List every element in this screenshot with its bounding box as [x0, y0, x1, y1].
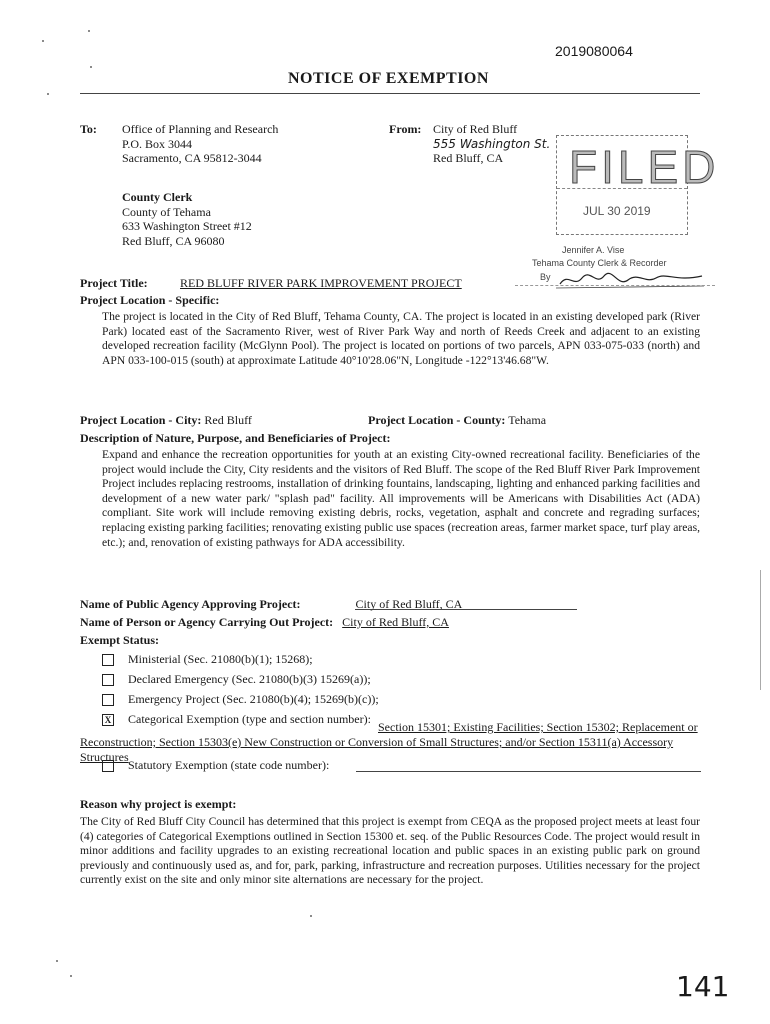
scan-speck	[56, 960, 58, 962]
exempt-checkbox[interactable]	[102, 654, 114, 666]
location-city-value: Red Bluff	[204, 413, 252, 427]
exempt-status-label: Exempt Status:	[80, 633, 160, 647]
exempt-checkbox-checked[interactable]: X	[102, 714, 114, 726]
location-county	[368, 413, 546, 428]
exempt-option-text: Declared Emergency (Sec. 21080(b)(3) 15269(a));	[128, 672, 371, 686]
description-label: Description of Nature, Purpose, and Beneficiaries of Project:	[80, 431, 391, 445]
exempt-option-text: Categorical Exemption (type and section number):	[128, 712, 371, 726]
exempt-option-emergency-project	[102, 692, 712, 707]
carrying-out-label: Name of Person or Agency Carrying Out Project:	[80, 615, 334, 629]
scan-speck	[42, 40, 44, 42]
from-label: From:	[389, 122, 422, 136]
reason-text: The City of Red Bluff City Council has determined that this project is exempt from CEQA as the proposed project meets at least four (4) categories of Categorical Exemptions outlined in Section 15300 et. seq. of the Public Resources Code. The project would result in minor additions and facility upgrades to an existing recreational location and public spaces in an existing public park on ground previously and continuously used as, and for, park, parking, infrastructure and recreation purposes. Utilities necessary for the project currently exist on the site and only minor site alternations are necessary for the project.	[80, 815, 700, 887]
location-county-label: Project Location - County:	[368, 413, 506, 427]
exempt-status-options	[102, 652, 712, 727]
approving-agency-rule	[355, 609, 577, 610]
to-line: P.O. Box 3044	[122, 136, 193, 151]
carrying-out-value: City of Red Bluff, CA	[342, 615, 449, 629]
location-city	[80, 413, 252, 428]
exempt-option-declared-emergency	[102, 672, 712, 687]
stamp-bottom-rule	[515, 285, 715, 286]
location-city-label: Project Location - City:	[80, 413, 202, 427]
county-clerk-line: 633 Washington Street #12	[122, 219, 252, 233]
page-title: NOTICE OF EXEMPTION	[288, 70, 489, 87]
to-line: Sacramento, CA 95812-3044	[122, 151, 262, 165]
county-clerk-line: County of Tehama	[122, 204, 211, 219]
location-specific-label: Project Location - Specific:	[80, 293, 220, 307]
exempt-checkbox[interactable]	[102, 674, 114, 686]
stamp-clerk-office: Tehama County Clerk & Recorder	[532, 258, 667, 268]
project-title-label: Project Title:	[80, 276, 148, 290]
from-line: Red Bluff, CA	[433, 151, 504, 165]
statutory-blank-rule	[356, 771, 701, 772]
to-address	[122, 122, 278, 166]
filed-stamp-word: FILED	[569, 141, 720, 193]
county-clerk-title: County Clerk	[122, 190, 193, 204]
approving-agency-value: City of Red Bluff, CA	[355, 597, 463, 611]
handwritten-page-mark: 141	[676, 970, 730, 1003]
exempt-option-ministerial	[102, 652, 712, 667]
reason-label: Reason why project is exempt:	[80, 797, 237, 811]
filed-stamp	[556, 135, 720, 235]
approving-agency-label: Name of Public Agency Approving Project:	[80, 597, 301, 611]
from-line-handwritten: 555 Washington St.	[433, 136, 551, 151]
stamp-by-label: By	[540, 272, 551, 282]
from-line: City of Red Bluff	[433, 122, 518, 136]
scan-speck	[90, 66, 92, 68]
filed-stamp-date: JUL 30 2019	[583, 204, 651, 218]
exempt-option-statutory	[102, 758, 329, 773]
stamp-clerk-name: Jennifer A. Vise	[562, 245, 625, 255]
to-line: Office of Planning and Research	[122, 122, 279, 136]
stamp-divider	[557, 188, 687, 189]
scan-speck	[70, 975, 72, 977]
carrying-out	[80, 615, 449, 630]
exempt-checkbox[interactable]	[102, 760, 114, 772]
to-label: To:	[80, 122, 97, 136]
scan-speck	[310, 915, 312, 917]
exempt-option-text: Ministerial (Sec. 21080(b)(1); 15268);	[128, 652, 313, 666]
scan-speck	[47, 93, 49, 95]
clerk-signature	[556, 268, 706, 292]
exempt-checkbox[interactable]	[102, 694, 114, 706]
categorical-sections: Section 15301; Existing Facilities; Section 15302; Replacement or Reconstruction; Section 15303(e) New Construction or Conversion of Small Structures; and/or Section 15311(a) Accessory Structures	[80, 720, 698, 764]
county-clerk-line: Red Bluff, CA 96080	[122, 233, 225, 248]
county-clerk-address	[122, 190, 252, 248]
description-text: Expand and enhance the recreation opportunities for youth at an existing City-owned recreational facility. Beneficiaries of the project would include the City, City residents and the visitors of Red Bluff. The scope of the Red Bluff River Park Improvement Project includes replacing restrooms, installation of drinking fountains, landscaping, lighting and enhanced parking facilities and development of a new water park/ "splash pad" facility. All improvements will be Americans with Disabilities Act (ADA) compliant. Site work will include removing existing debris, rocks, vegetation, asphalt and concrete and regrading surfaces; replacing existing parking facilities; renovating existing public use spaces (recreation areas, farmer market space, turf play areas, etc.); and, renovation of existing pathways for ADA accessibility.	[102, 448, 700, 549]
project-title-value: RED BLUFF RIVER PARK IMPROVEMENT PROJECT	[180, 276, 462, 290]
from-address	[433, 122, 550, 166]
title-rule	[80, 93, 700, 94]
scan-speck	[88, 30, 90, 32]
exempt-option-text: Emergency Project (Sec. 21080(b)(4); 15269(b)(c));	[128, 692, 379, 706]
scan-edge-mark	[760, 570, 761, 690]
location-county-value: Tehama	[508, 413, 547, 427]
location-specific-text: The project is located in the City of Red Bluff, Tehama County, CA. The project is located in an existing developed park (River Park) located east of the Sacramento River, west of River Park Way and north of Reeds Creek and adjacent to an existing developed recreation facility (McGlynn Pool). The project is located on portions of two parcels, APN 033-075-033 (north) and APN 033-100-015 (south) at approximate Latitude 40°10'28.06"N, Longitude -122°13'46.68"W.	[102, 310, 700, 367]
exempt-option-text: Statutory Exemption (state code number):	[128, 758, 330, 772]
document-number: 2019080064	[555, 43, 633, 59]
